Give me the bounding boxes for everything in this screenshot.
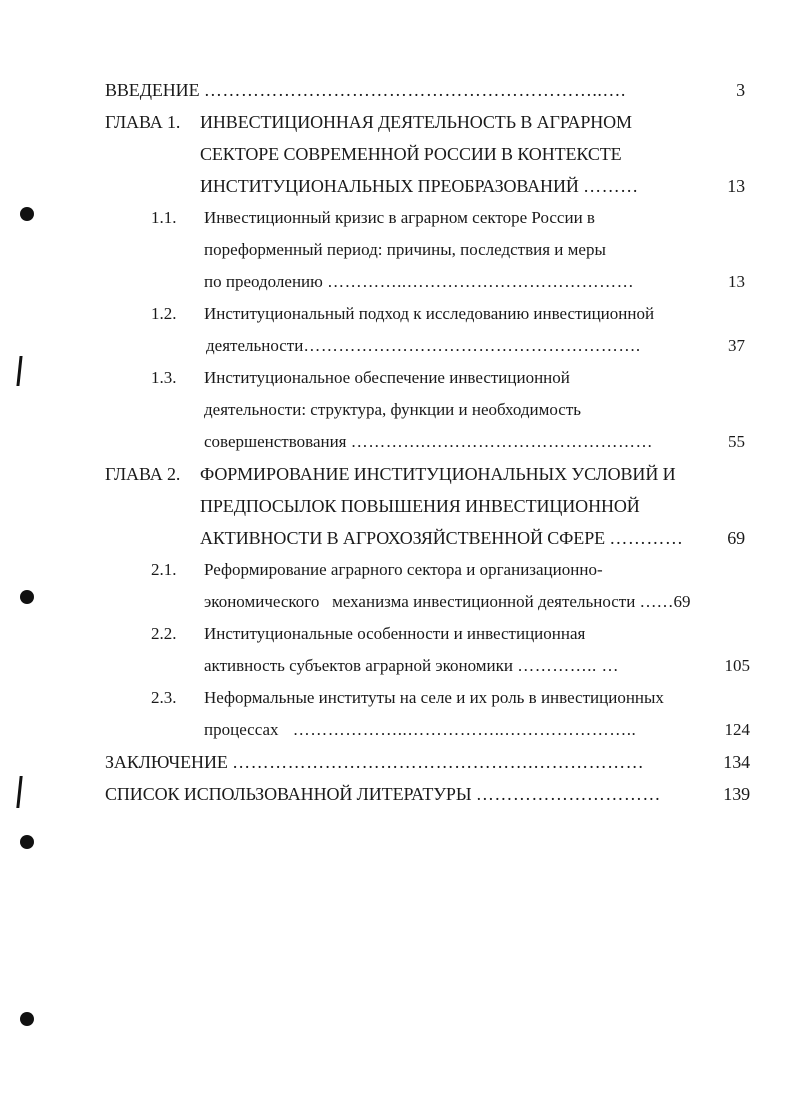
- chapter-label: ГЛАВА 1.: [105, 112, 181, 132]
- section-title-line: активность субъектов аграрной экономики ………….. …: [204, 656, 619, 675]
- toc-entry-section-1-2-cont: [105, 330, 755, 362]
- toc-entry-chapter-2[interactable]: [105, 458, 755, 490]
- chapter-title-line: ИНСТИТУЦИОНАЛЬНЫХ ПРЕОБРАЗОВАНИЙ ………: [200, 176, 639, 196]
- section-number: 2.3.: [151, 688, 177, 707]
- section-title-line: Реформирование аграрного сектора и организационно-: [204, 560, 603, 579]
- section-title-line: Инвестиционный кризис в аграрном секторе России в: [204, 208, 595, 227]
- toc-entry-section-1-3[interactable]: [105, 362, 755, 394]
- toc-entry-section-2-3[interactable]: [105, 682, 755, 714]
- toc-page-number: 55: [728, 432, 745, 451]
- section-title-line: пореформенный период: причины, последствия и меры: [204, 240, 606, 259]
- toc-entry-section-1-3-cont: [105, 394, 755, 426]
- toc-entry-section-2-2-cont: [105, 650, 755, 682]
- toc-entry-bibliography[interactable]: [105, 778, 755, 810]
- chapter-title-line: ИНВЕСТИЦИОННАЯ ДЕЯТЕЛЬНОСТЬ В АГРАРНОМ: [200, 112, 632, 132]
- section-number: 2.1.: [151, 560, 177, 579]
- toc-entry-chapter-2-cont: [105, 522, 755, 554]
- toc-entry-chapter-1-cont: [105, 138, 755, 170]
- toc-page-number: 124: [724, 720, 750, 739]
- toc-entry-chapter-1-cont: [105, 170, 755, 202]
- toc-entry-section-1-1-cont: [105, 266, 755, 298]
- toc-entry-section-1-3-cont: [105, 426, 755, 458]
- toc-page-number: 37: [728, 336, 745, 355]
- section-title-line: Институциональные особенности и инвестиционная: [204, 624, 586, 643]
- toc-entry-intro[interactable]: [105, 74, 755, 106]
- section-title-line: Неформальные институты на селе и их роль в инвестиционных: [204, 688, 664, 707]
- section-title-line: деятельности: структура, функции и необходимость: [204, 400, 582, 419]
- scan-mark: [16, 776, 22, 808]
- toc-entry-title: ЗАКЛЮЧЕНИЕ ………………………………………….………………: [105, 752, 645, 772]
- toc-entry-section-1-2[interactable]: [105, 298, 755, 330]
- scan-mark: [16, 356, 22, 386]
- section-number: 1.2.: [151, 304, 177, 323]
- section-title-line: деятельности………………………………………………….: [206, 336, 641, 355]
- chapter-label: ГЛАВА 2.: [105, 464, 181, 484]
- toc-entry-chapter-1[interactable]: [105, 106, 755, 138]
- toc-entry-section-1-1-cont: [105, 234, 755, 266]
- section-number: 1.3.: [151, 368, 177, 387]
- section-title-line: экономического механизма инвестиционной деятельности ……69: [204, 592, 691, 611]
- table-of-contents: [105, 74, 755, 810]
- punch-hole: [20, 207, 34, 221]
- section-title-line: Институциональный подход к исследованию инвестиционной: [204, 304, 655, 323]
- toc-page-number: 69: [727, 528, 745, 548]
- chapter-title-line: ФОРМИРОВАНИЕ ИНСТИТУЦИОНАЛЬНЫХ УСЛОВИЙ И: [200, 464, 676, 484]
- chapter-title-line: СЕКТОРЕ СОВРЕМЕННОЙ РОССИИ В КОНТЕКСТЕ: [200, 144, 622, 164]
- section-title-line: совершенствования ………….…………………………………: [204, 432, 653, 451]
- section-title-line: процессах ………………..……………..…………………..: [204, 720, 637, 739]
- chapter-title-line: АКТИВНОСТИ В АГРОХОЗЯЙСТВЕННОЙ СФЕРЕ …………: [200, 528, 684, 548]
- section-number: 2.2.: [151, 624, 177, 643]
- toc-entry-title: ВВЕДЕНИЕ ………………………………………………………..….: [105, 80, 626, 100]
- toc-page-number: 3: [736, 80, 745, 100]
- toc-entry-section-2-2[interactable]: [105, 618, 755, 650]
- section-number: 1.1.: [151, 208, 177, 227]
- toc-entry-chapter-2-cont: [105, 490, 755, 522]
- toc-entry-section-2-3-cont: [105, 714, 755, 746]
- punch-hole: [20, 835, 34, 849]
- toc-entry-conclusion[interactable]: [105, 746, 755, 778]
- toc-entry-title: СПИСОК ИСПОЛЬЗОВАННОЙ ЛИТЕРАТУРЫ …………………………: [105, 784, 661, 804]
- section-title-line: Институциональное обеспечение инвестиционной: [204, 368, 570, 387]
- toc-page-number: 13: [728, 272, 745, 291]
- punch-hole: [20, 590, 34, 604]
- toc-entry-section-2-1[interactable]: [105, 554, 755, 586]
- chapter-title-line: ПРЕДПОСЫЛОК ПОВЫШЕНИЯ ИНВЕСТИЦИОННОЙ: [200, 496, 640, 516]
- toc-entry-section-1-1[interactable]: [105, 202, 755, 234]
- punch-hole: [20, 1012, 34, 1026]
- section-title-line: по преодолению …………..…………………………………: [204, 272, 635, 291]
- toc-page-number: 134: [723, 752, 750, 772]
- toc-entry-section-2-1-cont: [105, 586, 755, 618]
- toc-page-number: 105: [724, 656, 750, 675]
- toc-page-number: 139: [723, 784, 750, 804]
- toc-page-number: 13: [727, 176, 745, 196]
